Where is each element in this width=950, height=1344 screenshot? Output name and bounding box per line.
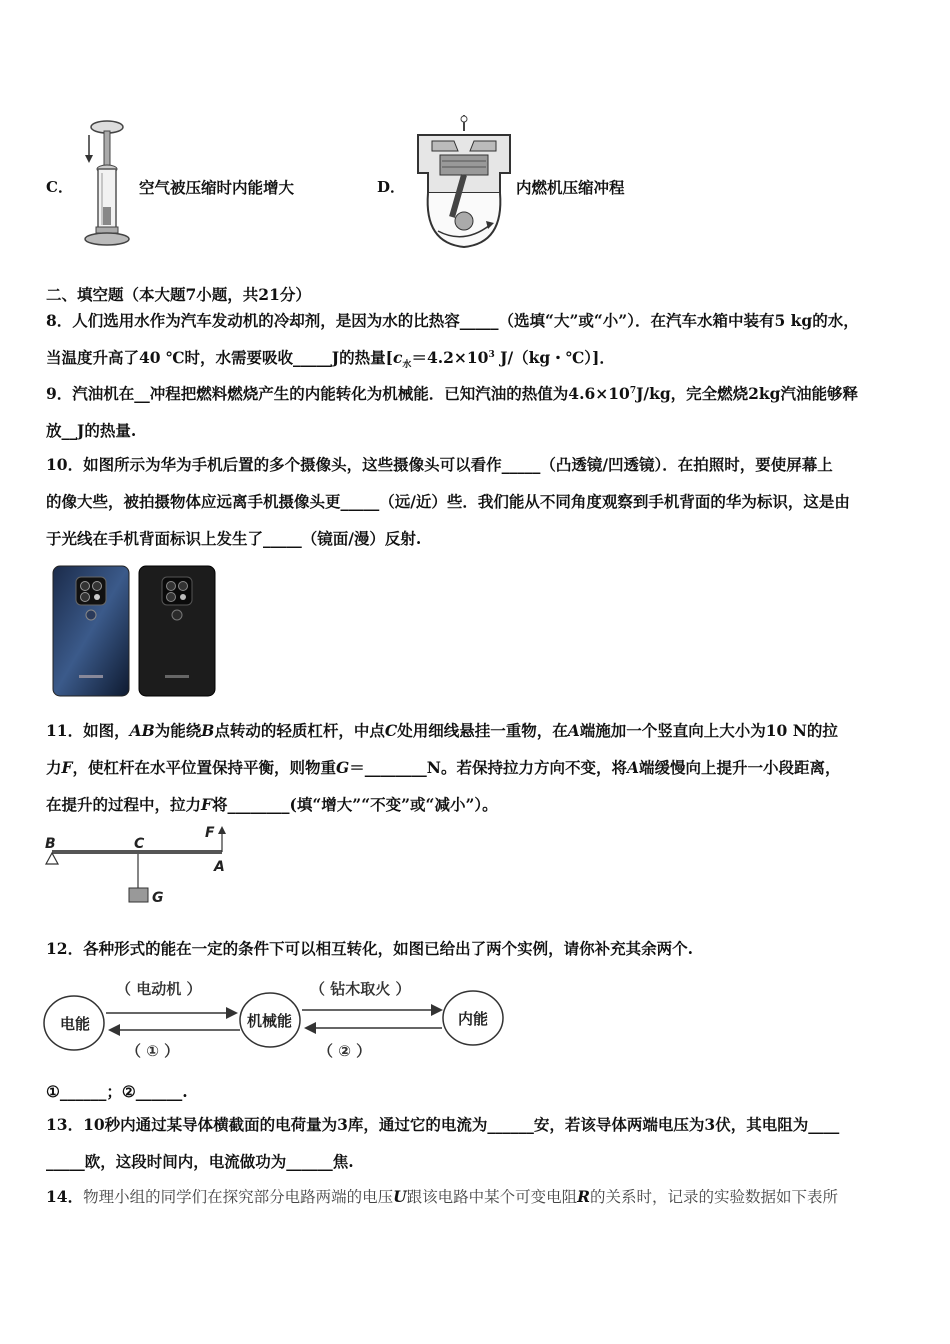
q8-line2-part-d: J/（kg・℃）]． bbox=[494, 348, 615, 367]
q14-line1 bbox=[46, 1186, 838, 1208]
q11-line3-b: 将________(填“增大”“不变”或“减小”）。 bbox=[212, 795, 498, 814]
q11-line2 bbox=[46, 757, 841, 779]
lever-figure bbox=[40, 826, 240, 908]
q11-line2-b: ，使杠杆在水平位置保持平衡，则物重 bbox=[72, 758, 337, 777]
q11-line3-a: 在提升的过程中，拉力 bbox=[46, 795, 202, 814]
q11-line2-c: ＝________N。若保持拉力方向不变，将 bbox=[349, 758, 627, 777]
q11-A2: A bbox=[626, 758, 639, 777]
q9-line2: 放__J的热量. bbox=[46, 421, 137, 440]
q11-line1-e: 端施加一个竖直向上大小为10 N的拉 bbox=[579, 721, 838, 740]
option-d-letter: D． bbox=[377, 178, 406, 196]
q11-line3 bbox=[46, 794, 498, 816]
q11-C: C bbox=[384, 721, 398, 740]
q12-line1: 12．各种形式的能在一定的条件下可以相互转化，如图已给出了两个实例，请你补充其余两个. bbox=[46, 939, 693, 958]
q14-R: R bbox=[577, 1187, 591, 1206]
q11-F2: F bbox=[201, 795, 213, 814]
section-title: 二、填空题（本大题7小题，共21分） bbox=[46, 285, 311, 304]
lever-label-g: G bbox=[152, 890, 164, 906]
q10-line2: 的像大些，被拍摄物体应远离手机摄像头更_____（远/近）些．我们能从不同角度观察到手机背面的华为标识，这是由 bbox=[46, 492, 850, 511]
lever-label-b: B bbox=[45, 836, 56, 852]
q10-line3: 于光线在手机背面标识上发生了_____（镜面/漫）反射. bbox=[46, 529, 422, 548]
energy-conversion-diagram bbox=[40, 970, 510, 1070]
q11-AB: AB bbox=[129, 721, 155, 740]
option-c-text: 空气被压缩时内能增大 bbox=[139, 178, 295, 197]
q13-line1: 13．10秒内通过某导体横截面的电荷量为3库，通过它的电流为______安，若该导体两端电压为3伏，其电阻为____ bbox=[46, 1115, 840, 1134]
q13-line2: _____欧，这段时间内，电流做功为______焦. bbox=[46, 1152, 354, 1171]
q11-line2-d: 端缓慢向上提升一小段距离， bbox=[639, 758, 841, 777]
q8-c-symbol: c bbox=[392, 348, 403, 367]
q11-G: G bbox=[336, 758, 350, 777]
air-compression-apparatus-figure bbox=[76, 115, 138, 250]
q11-line1-a: 11．如图， bbox=[46, 721, 130, 740]
lever-label-c: C bbox=[134, 836, 145, 852]
q8-line2-part-b: ＝4.2×10 bbox=[411, 348, 489, 367]
q14-number: 14． bbox=[46, 1187, 84, 1206]
label-blank-2: （ ② ） bbox=[318, 1042, 372, 1060]
node-internal-energy: 内能 bbox=[458, 1010, 489, 1028]
q11-F: F bbox=[61, 758, 73, 777]
q9-line1-part-a: 9．汽油机在__冲程把燃料燃烧产生的内能转化为机械能．已知汽油的热值为4.6×10 bbox=[46, 384, 630, 403]
q14-line1-a: 物理小组的同学们在探究部分电路两端的电压 bbox=[83, 1188, 394, 1206]
engine-compression-stroke-figure bbox=[414, 113, 514, 251]
q11-B: B bbox=[201, 721, 215, 740]
q8-line2 bbox=[46, 347, 615, 369]
q9-line1 bbox=[46, 383, 858, 405]
q8-exponent: 3 bbox=[488, 349, 495, 360]
q8-c-subscript: 水 bbox=[402, 360, 412, 371]
q11-A: A bbox=[567, 721, 580, 740]
q14-U: U bbox=[393, 1187, 407, 1206]
label-blank-1: （ ① ） bbox=[126, 1042, 180, 1060]
q11-line1-d: 处用细线悬挂一重物，在 bbox=[397, 721, 568, 740]
label-electric-motor: （ 电动机 ） bbox=[116, 980, 202, 998]
q9-line1-part-b: J/kg，完全燃烧2kg汽油能够释 bbox=[636, 384, 859, 403]
q11-line1-c: 点转动的轻质杠杆，中点 bbox=[214, 721, 385, 740]
node-electrical-energy: 电能 bbox=[60, 1015, 91, 1033]
q11-line2-a: 力 bbox=[46, 758, 62, 777]
lever-label-f: F bbox=[205, 826, 215, 841]
q8-line2-part-a: 当温度升高了40 ℃时，水需要吸收_____J的热量[ bbox=[46, 348, 393, 367]
q9-exponent: 7 bbox=[629, 385, 637, 396]
q11-line1 bbox=[46, 720, 838, 742]
lever-label-a: A bbox=[214, 859, 225, 875]
q14-line1-c: 的关系时，记录的实验数据如下表所 bbox=[590, 1188, 839, 1206]
q10-line1: 10．如图所示为华为手机后置的多个摄像头，这些摄像头可以看作_____（凸透镜/凹透镜）．在拍照时，要使屏幕上 bbox=[46, 455, 833, 474]
option-c-letter: C． bbox=[46, 178, 73, 196]
node-mechanical-energy: 机械能 bbox=[247, 1012, 293, 1030]
phone-blue-back-image bbox=[52, 565, 130, 697]
q11-line1-b: 为能绕 bbox=[154, 721, 202, 740]
q12-answer: ①______；②______. bbox=[46, 1082, 188, 1101]
label-drilling-wood: （ 钻木取火 ） bbox=[310, 980, 411, 998]
q14-line1-b: 跟该电路中某个可变电阻 bbox=[406, 1188, 578, 1206]
phone-black-back-image bbox=[138, 565, 216, 697]
q8-line1: 8．人们选用水作为汽车发动机的冷却剂，是因为水的比热容_____（选填“大”或“小”）．在汽车水箱中装有5 kg的水， bbox=[46, 311, 859, 330]
option-d-text: 内燃机压缩冲程 bbox=[516, 178, 625, 197]
